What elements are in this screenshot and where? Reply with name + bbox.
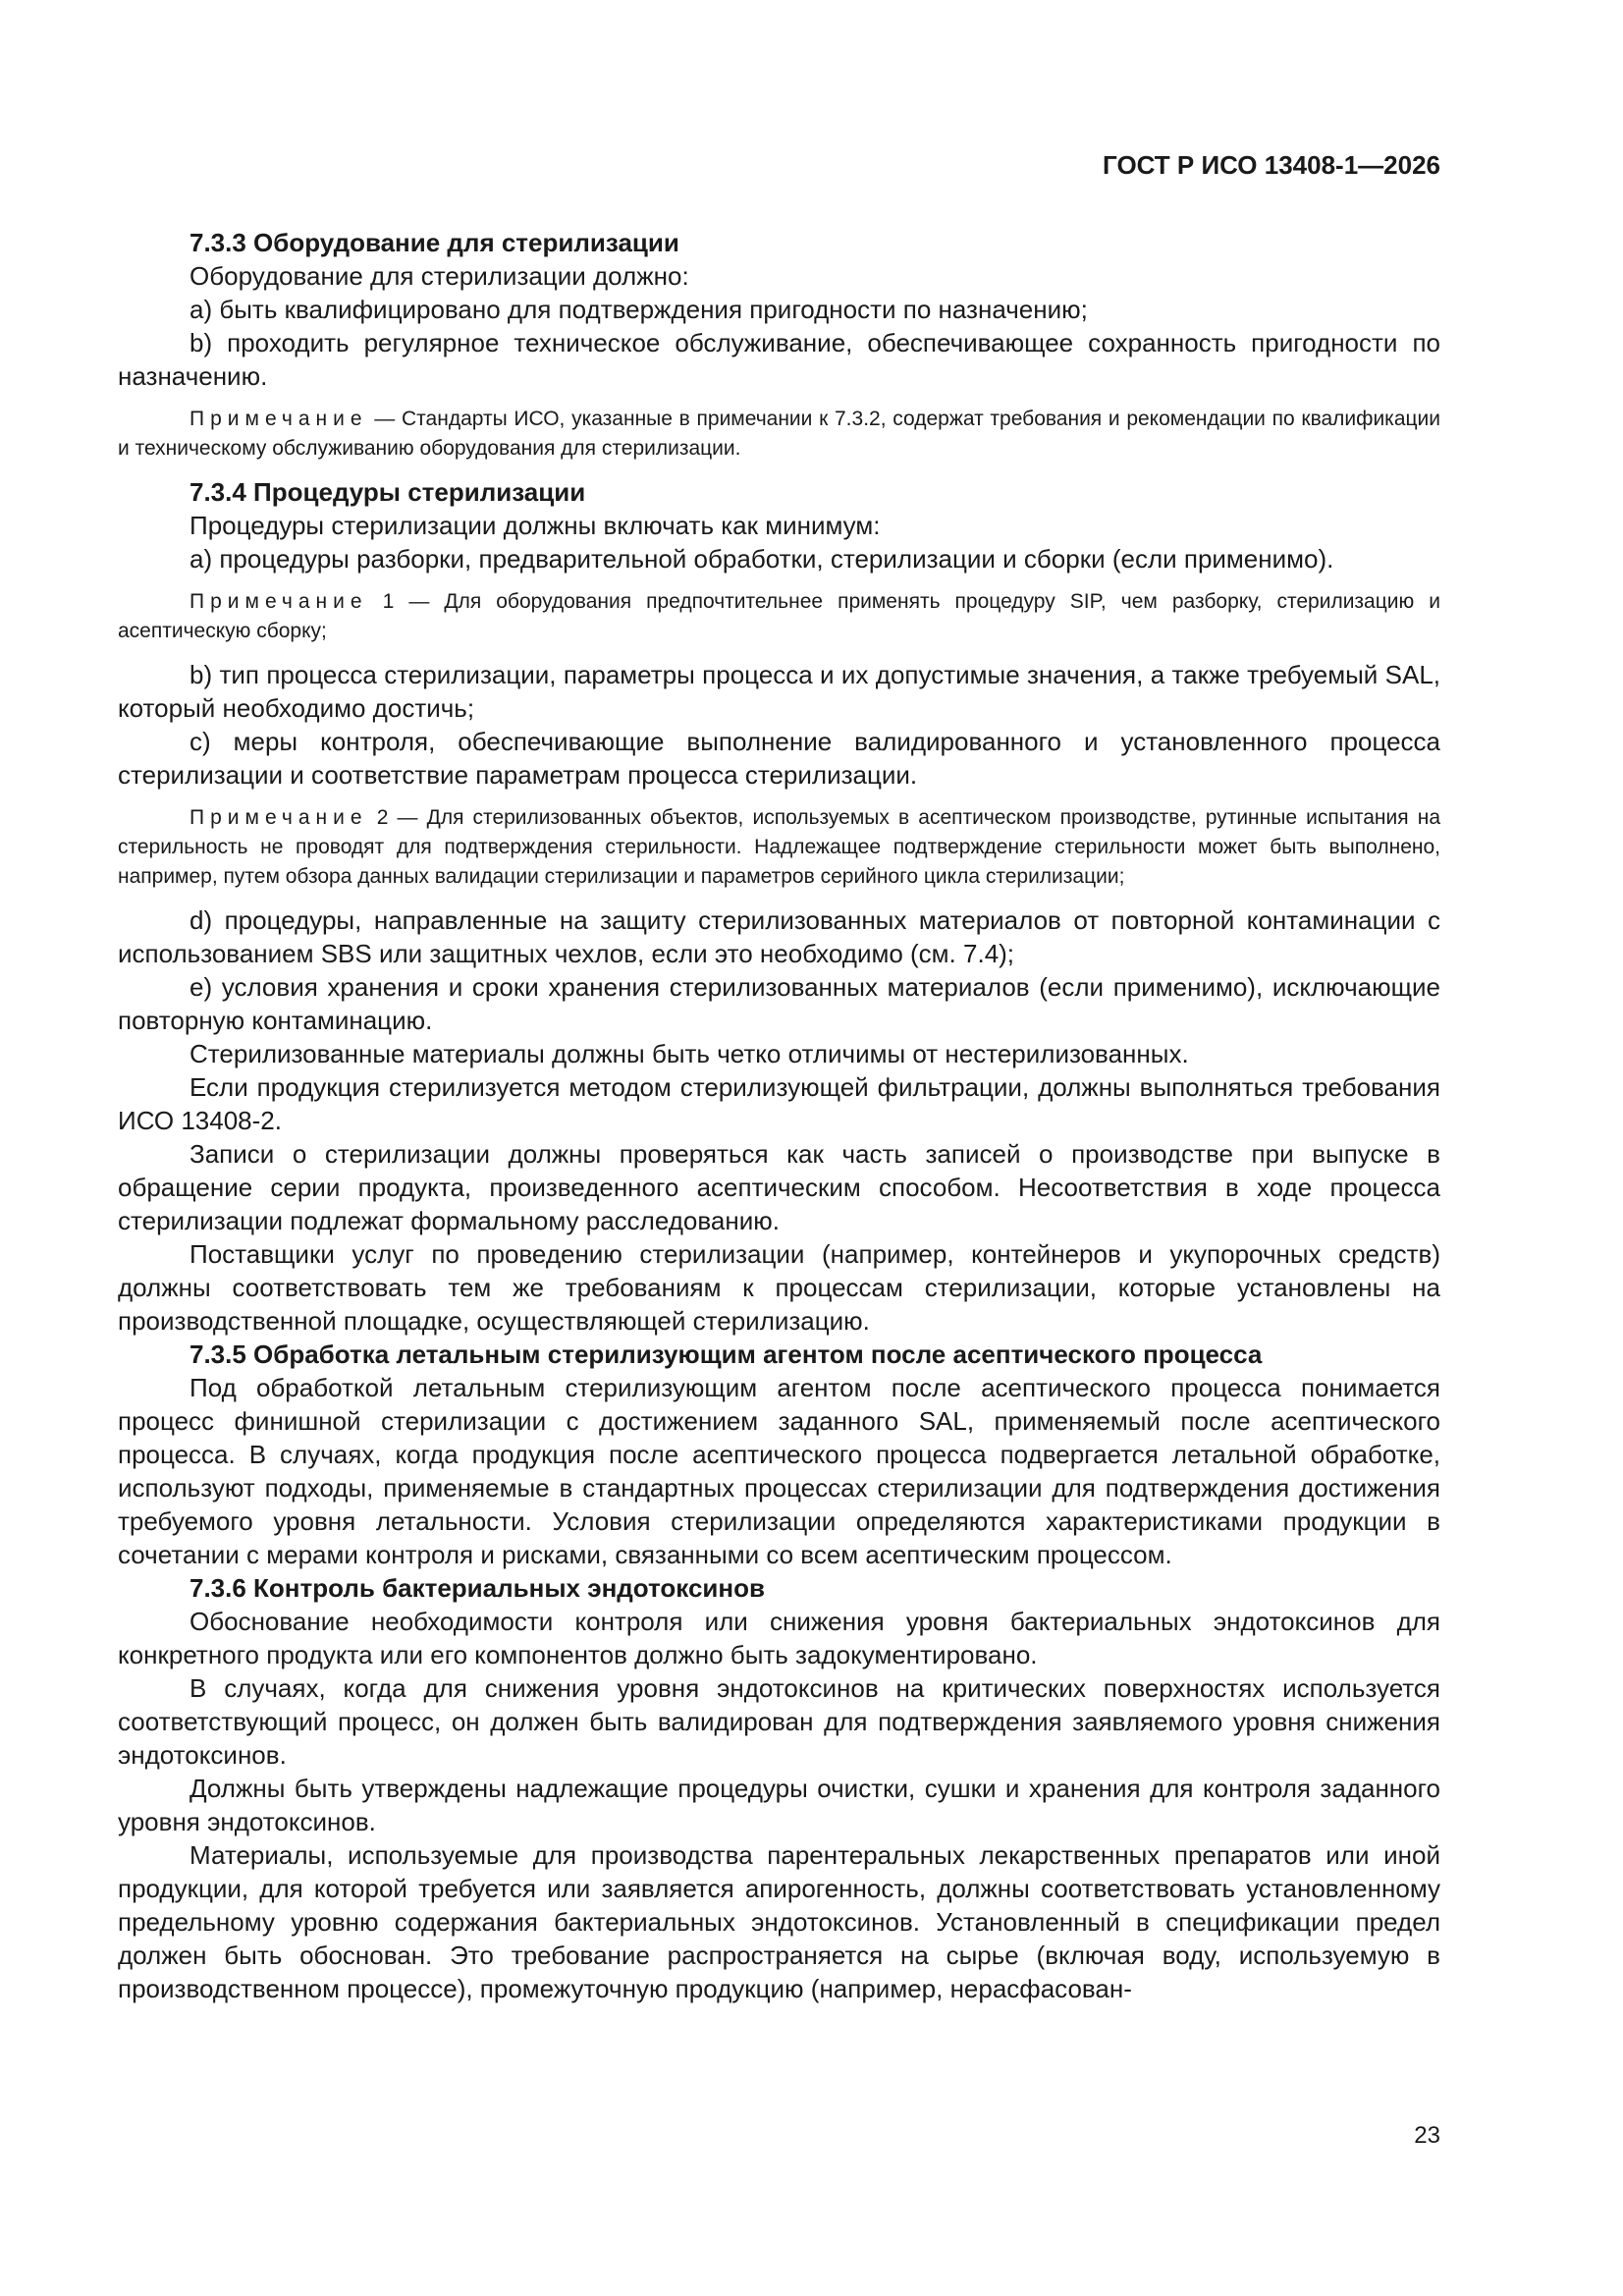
- note-1: [118, 587, 1440, 646]
- paragraph: Должны быть утверждены надлежащие процедуры очистки, сушки и хранения для контроля заданного уровня эндотоксинов.: [118, 1774, 1440, 1836]
- section-heading-7-3-5: 7.3.5 Обработка летальным стерилизующим агентом после асептического процесса: [189, 1339, 1263, 1369]
- note-2: [118, 803, 1440, 892]
- note-text: 2 — Для стерилизованных объектов, используемых в асептическом производстве, рутинные испытания на стерильность не проводят для подтверждения стерильности. Надлежащее подтверждение стерильности может быть выполнено, например, путем обзора данных валидации стерилизации и параметров серийного цикла стерилизации;: [118, 806, 1440, 888]
- note: [118, 405, 1440, 464]
- standard-designation: ГОСТ Р ИСО 13408-1—2026: [1103, 150, 1440, 180]
- list-item-b: b) тип процесса стерилизации, параметры процесса и их допустимые значения, а также требуемый SAL, который необходимо достичь;: [118, 660, 1440, 723]
- paragraph: Обоснование необходимости контроля или снижения уровня бактериальных эндотоксинов для конкретного продукта или его компонентов должно быть задокументировано.: [118, 1607, 1440, 1669]
- list-item-d: d) процедуры, направленные на защиту стерилизованных материалов от повторной контаминации с использованием SBS или защитных чехлов, если это необходимо (см. 7.4);: [118, 905, 1440, 968]
- list-item-a: a) процедуры разборки, предварительной обработки, стерилизации и сборки (если применимо).: [189, 544, 1334, 574]
- paragraph: Под обработкой летальным стерилизующим агентом после асептического процесса понимается процесс финишной стерилизации с достижением заданного SAL, применяемый после асептического процесса. В случаях, когда продукция после асептического процесса подвергается летальной обработке, используют подходы, применяемые в стандартных процессах стерилизации для подтверждения достижения требуемого уровня летальности. Условия стерилизации определяются характеристиками продукции в сочетании с мерами контроля и рисками, связанными со всем асептическим процессом.: [118, 1373, 1440, 1569]
- note-text: 1 — Для оборудования предпочтительнее применять процедуру SIP, чем разборку, стерилизацию и асептическую сборку;: [118, 590, 1441, 642]
- list-item-a: a) быть квалифицировано для подтверждения пригодности по назначению;: [189, 295, 1088, 324]
- note-text: — Стандарты ИСО, указанные в примечании к 7.3.2, содержат требования и рекомендации по квалификации и техническому обслуживанию оборудования для стерилизации.: [118, 408, 1440, 460]
- paragraph: Оборудование для стерилизации должно:: [189, 261, 689, 291]
- note-label: Примечание: [189, 590, 368, 613]
- paragraph: Записи о стерилизации должны проверяться как часть записей о производстве при выпуске в обращение серии продукта, произведенного асептическим способом. Несоответствия в ходе процесса стерилизации подлежат формальному расследованию.: [118, 1139, 1440, 1235]
- list-item-b: b) проходить регулярное техническое обслуживание, обеспечивающее сохранность пригодности по назначению.: [118, 328, 1440, 391]
- page-number: 23: [1414, 2122, 1440, 2149]
- section-heading-7-3-3: 7.3.3 Оборудование для стерилизации: [189, 228, 679, 257]
- paragraph: Если продукция стерилизуется методом стерилизующей фильтрации, должны выполняться требования ИСО 13408-2.: [118, 1072, 1440, 1135]
- paragraph: Процедуры стерилизации должны включать как минимум:: [189, 511, 881, 540]
- paragraph: В случаях, когда для снижения уровня эндотоксинов на критических поверхностях используется соответствующий процесс, он должен быть валидирован для подтверждения заявляемого уровня снижения эндотоксинов.: [118, 1673, 1440, 1770]
- note-label: Примечание: [189, 408, 368, 430]
- paragraph: Стерилизованные материалы должны быть четко отличимы от нестерилизованных.: [189, 1039, 1189, 1068]
- section-heading-7-3-4: 7.3.4 Процедуры стерилизации: [189, 477, 586, 507]
- paragraph: Поставщики услуг по проведению стерилизации (например, контейнеров и укупорочных средств) должны соответствовать тем же требованиям к процессам стерилизации, которые установлены на производственной площадке, осуществляющей стерилизацию.: [118, 1239, 1440, 1336]
- list-item-c: c) меры контроля, обеспечивающие выполнение валидированного и установленного процесса стерилизации и соответствие параметрам процесса стерилизации.: [118, 727, 1440, 790]
- note-label: Примечание: [189, 806, 368, 829]
- list-item-e: e) условия хранения и сроки хранения стерилизованных материалов (если применимо), исключающие повторную контаминацию.: [118, 972, 1440, 1035]
- section-heading-7-3-6: 7.3.6 Контроль бактериальных эндотоксинов: [189, 1573, 765, 1603]
- main-content: [118, 226, 1440, 2005]
- paragraph: Материалы, используемые для производства парентеральных лекарственных препаратов или иной продукции, для которой требуется или заявляется апирогенность, должны соответствовать установленному предельному уровню содержания бактериальных эндотоксинов. Установленный в спецификации предел должен быть обоснован. Это требование распространяется на сырье (включая воду, используемую в производственном процессе), промежуточную продукцию (например, нерасфасован-: [118, 1840, 1440, 2003]
